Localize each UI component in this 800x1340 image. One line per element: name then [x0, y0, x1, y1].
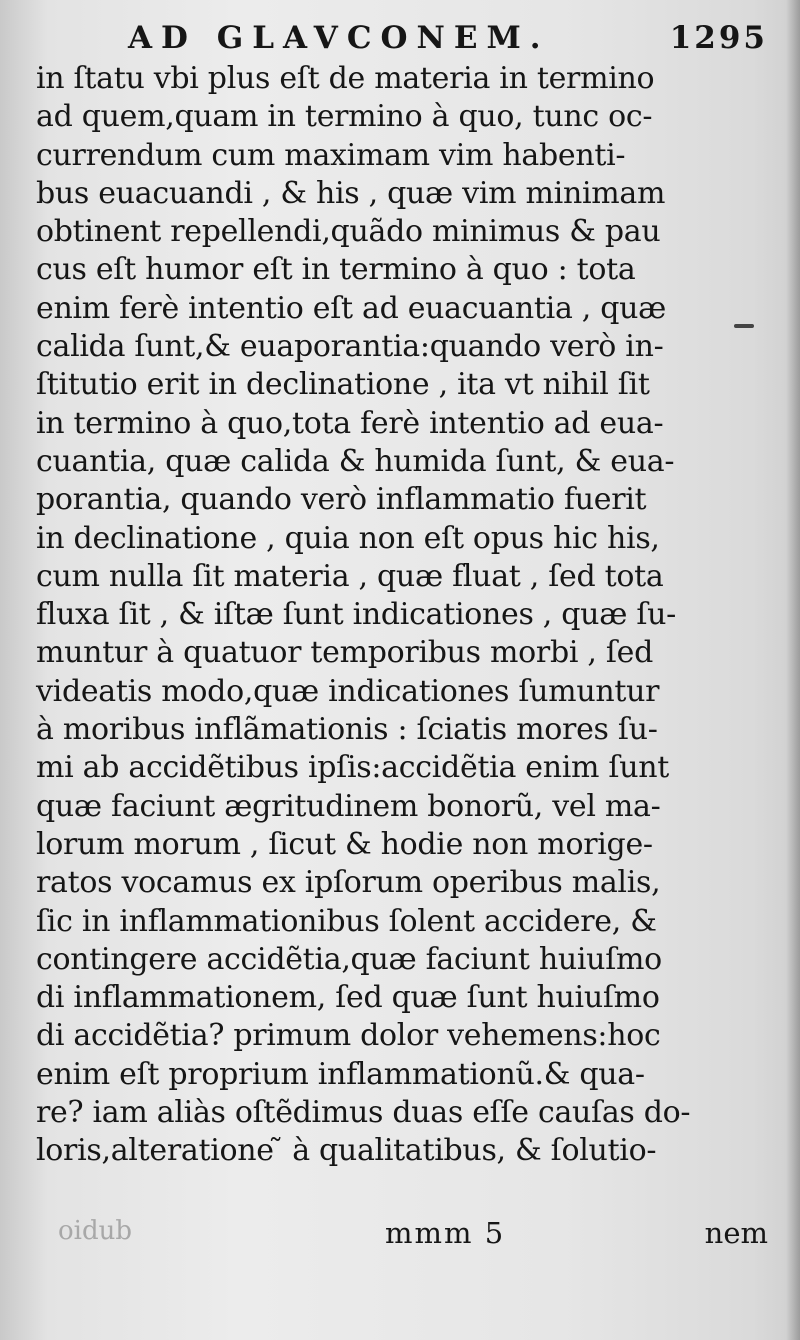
page-shadow-edge [786, 0, 800, 1340]
text-line: di accidẽtia? primum dolor vehemens:hoc [36, 1018, 661, 1054]
text-line: ratos vocamus ex ipſorum operibus malis, [36, 865, 661, 901]
text-line: re? iam aliàs oſtẽdimus duas eſſe cauſas do- [36, 1095, 691, 1131]
page-header [128, 16, 768, 60]
text-line: ſtitutio erit in declinatione , ita vt nihil ſit [36, 367, 650, 403]
text-line: loris,alteratione ̃ à qualitatibus, & ſolutio- [36, 1133, 657, 1169]
text-line: in termino à quo,tota ferè intentio ad eua- [36, 405, 664, 441]
text-line: quæ faciunt ægritudinem bonorũ, vel ma- [36, 788, 661, 824]
catchword: nem [704, 1216, 768, 1250]
page-number: 1295 [669, 20, 768, 56]
text-line: cuantia, quæ calida & humida ſunt, & eua- [36, 443, 675, 479]
text-line: cum nulla ſit materia , quæ fluat , ſed tota [36, 558, 664, 594]
text-line: enim ferè intentio eſt ad euacuantia , quæ [36, 290, 667, 326]
signature-mark: mmm 5 [385, 1216, 506, 1250]
text-line: ſic in inflammationibus ſolent accidere, & [36, 903, 657, 939]
text-line: muntur à quatuor temporibus morbi , ſed [36, 635, 654, 671]
text-line: fluxa ſit , & iſtæ ſunt indicationes , quæ ſu- [36, 597, 677, 633]
text-line: mi ab accidẽtibus ipſis:accidẽtia enim ſunt [36, 750, 670, 786]
bleed-through-text: oidub [58, 1216, 133, 1246]
text-line: enim eſt proprium inflammationũ.& qua- [36, 1056, 645, 1092]
text-line: obtinent repellendi,quãdo minimus & pau [36, 214, 661, 250]
body-text [36, 60, 714, 1171]
text-line: di inflammationem, ſed quæ ſunt huiuſmo [36, 980, 660, 1016]
text-line: à moribus inflãmationis : ſciatis mores ſu- [36, 712, 658, 748]
text-line: lorum morum , ſicut & hodie non morige- [36, 826, 653, 862]
text-line: videatis modo,quæ indicationes ſumuntur [36, 673, 660, 709]
running-title: AD GLAVCONEM. [128, 20, 550, 56]
text-line: porantia, quando verò inflammatio fuerit [36, 482, 647, 518]
text-line: contingere accidẽtia,quæ faciunt huiuſmo [36, 941, 662, 977]
text-line: calida ſunt,& euaporantia:quando verò in- [36, 329, 664, 365]
text-line: in ſtatu vbi plus eſt de materia in termino [36, 61, 655, 96]
text-line: currendum cum maximam vim habenti- [36, 137, 626, 173]
text-line: ad quem,quam in termino à quo, tunc oc- [36, 99, 653, 135]
text-line: bus euacuandi , & his , quæ vim minimam [36, 175, 666, 211]
text-line: in declinatione , quia non eſt opus hic his, [36, 520, 660, 556]
margin-mark [734, 324, 754, 328]
text-line: cus eſt humor eſt in termino à quo : tota [36, 252, 636, 288]
